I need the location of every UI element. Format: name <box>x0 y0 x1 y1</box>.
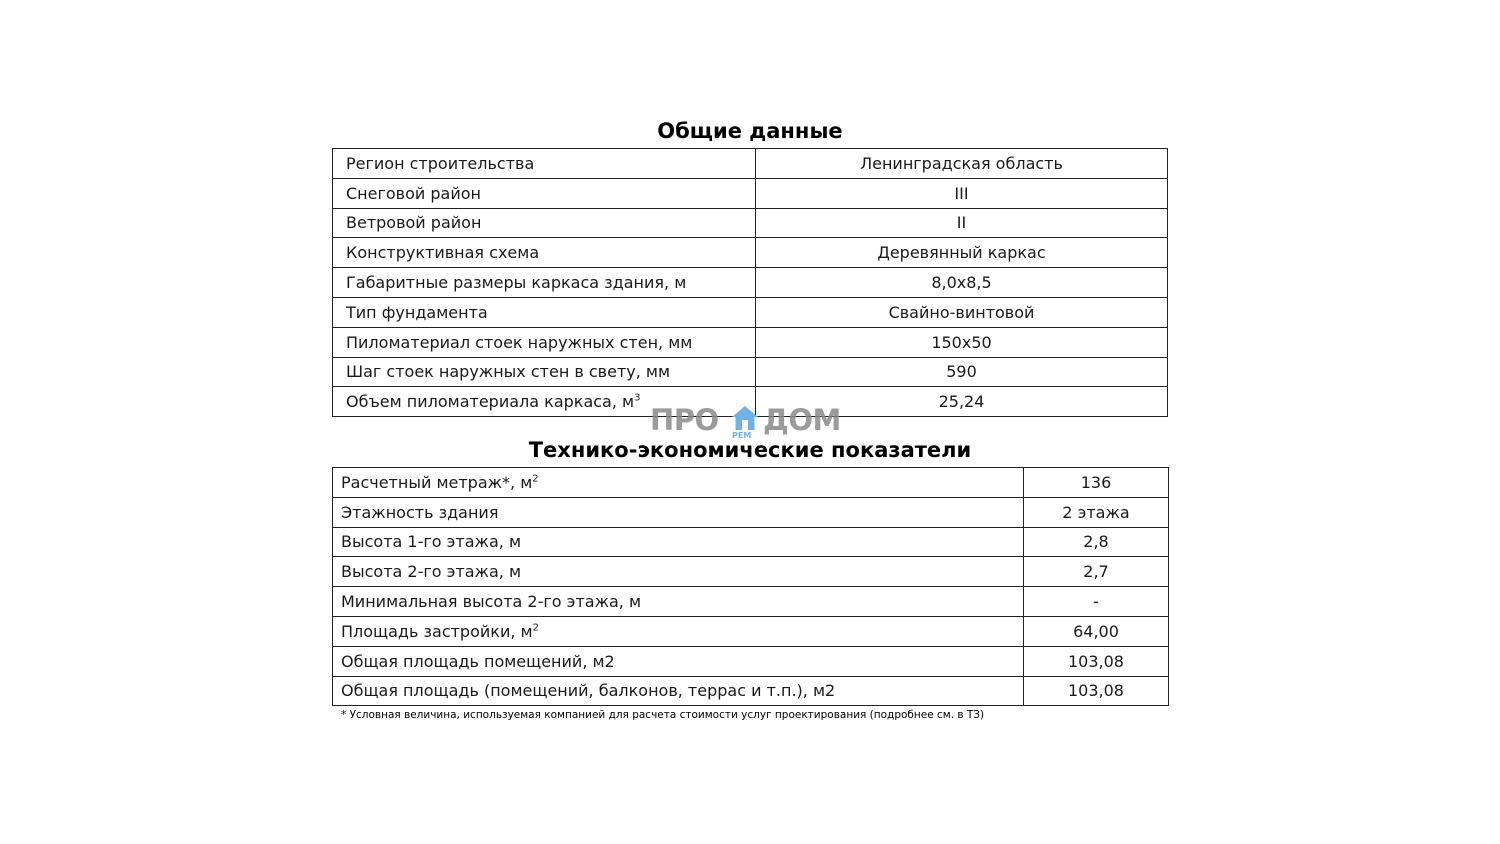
row-value: 25,24 <box>756 387 1168 417</box>
table-row <box>333 646 1169 676</box>
row-label-text: Расчетный метраж*, м <box>341 472 533 492</box>
row-label-text: Площадь застройки, м <box>341 621 533 641</box>
row-label: Регион строительства <box>333 149 756 179</box>
logo-subtext: РЕМ <box>732 431 752 440</box>
row-value: 136 <box>1024 468 1169 498</box>
row-label <box>333 468 1024 498</box>
unit-superscript: 2 <box>532 622 539 634</box>
table-row <box>333 208 1168 238</box>
table-row <box>333 327 1168 357</box>
row-label: Конструктивная схема <box>333 238 756 268</box>
table-row <box>333 557 1169 587</box>
row-label: Минимальная высота 2-го этажа, м <box>333 587 1024 617</box>
row-value: Деревянный каркас <box>756 238 1168 268</box>
row-label: Высота 1-го этажа, м <box>333 527 1024 557</box>
table-row <box>333 468 1169 498</box>
row-value: 8,0х8,5 <box>756 268 1168 298</box>
row-value: 103,08 <box>1024 676 1169 706</box>
row-label-text: Объем пиломатериала каркаса, м <box>346 392 635 412</box>
table-row <box>333 527 1169 557</box>
table-row <box>333 497 1169 527</box>
unit-superscript: 2 <box>532 473 539 485</box>
row-label: Снеговой район <box>333 178 756 208</box>
table-row <box>333 238 1168 268</box>
row-value: - <box>1024 587 1169 617</box>
unit-superscript: 3 <box>634 392 641 404</box>
row-label: Шаг стоек наружных стен в свету, мм <box>333 357 756 387</box>
row-value: 590 <box>756 357 1168 387</box>
row-label: Пиломатериал стоек наружных стен, мм <box>333 327 756 357</box>
house-icon <box>730 404 760 432</box>
general-data-table <box>332 148 1168 417</box>
row-value: 150х50 <box>756 327 1168 357</box>
row-value: 2 этажа <box>1024 497 1169 527</box>
row-value: 2,8 <box>1024 527 1169 557</box>
table-row <box>333 268 1168 298</box>
row-value: 64,00 <box>1024 616 1169 646</box>
row-label: Тип фундамента <box>333 297 756 327</box>
row-label: Габаритные размеры каркаса здания, м <box>333 268 756 298</box>
table-row <box>333 178 1168 208</box>
tech-economic-title: Технико-экономические показатели <box>528 438 972 462</box>
table-row <box>333 587 1169 617</box>
row-value: III <box>756 178 1168 208</box>
tech-economic-table <box>332 467 1169 706</box>
logo-text-right: ДОМ <box>763 403 841 437</box>
row-label: Ветровой район <box>333 208 756 238</box>
footnote: * Условная величина, используемая компанией для расчета стоимости услуг проектирования (подробнее см. в ТЗ) <box>341 709 985 721</box>
row-label: Этажность здания <box>333 497 1024 527</box>
table-row <box>333 149 1168 179</box>
table-row <box>333 297 1168 327</box>
row-label <box>333 616 1024 646</box>
watermark-logo <box>650 402 850 442</box>
row-label: Общая площадь помещений, м2 <box>333 646 1024 676</box>
row-value: Свайно-винтовой <box>756 297 1168 327</box>
logo-text-left: ПРО <box>650 403 719 437</box>
general-data-title: Общие данные <box>657 119 843 143</box>
row-value: Ленинградская область <box>756 149 1168 179</box>
row-label: Общая площадь (помещений, балконов, террас и т.п.), м2 <box>333 676 1024 706</box>
row-value: II <box>756 208 1168 238</box>
table-row <box>333 616 1169 646</box>
row-label: Высота 2-го этажа, м <box>333 557 1024 587</box>
table-row <box>333 357 1168 387</box>
row-value: 2,7 <box>1024 557 1169 587</box>
row-value: 103,08 <box>1024 646 1169 676</box>
table-row <box>333 676 1169 706</box>
